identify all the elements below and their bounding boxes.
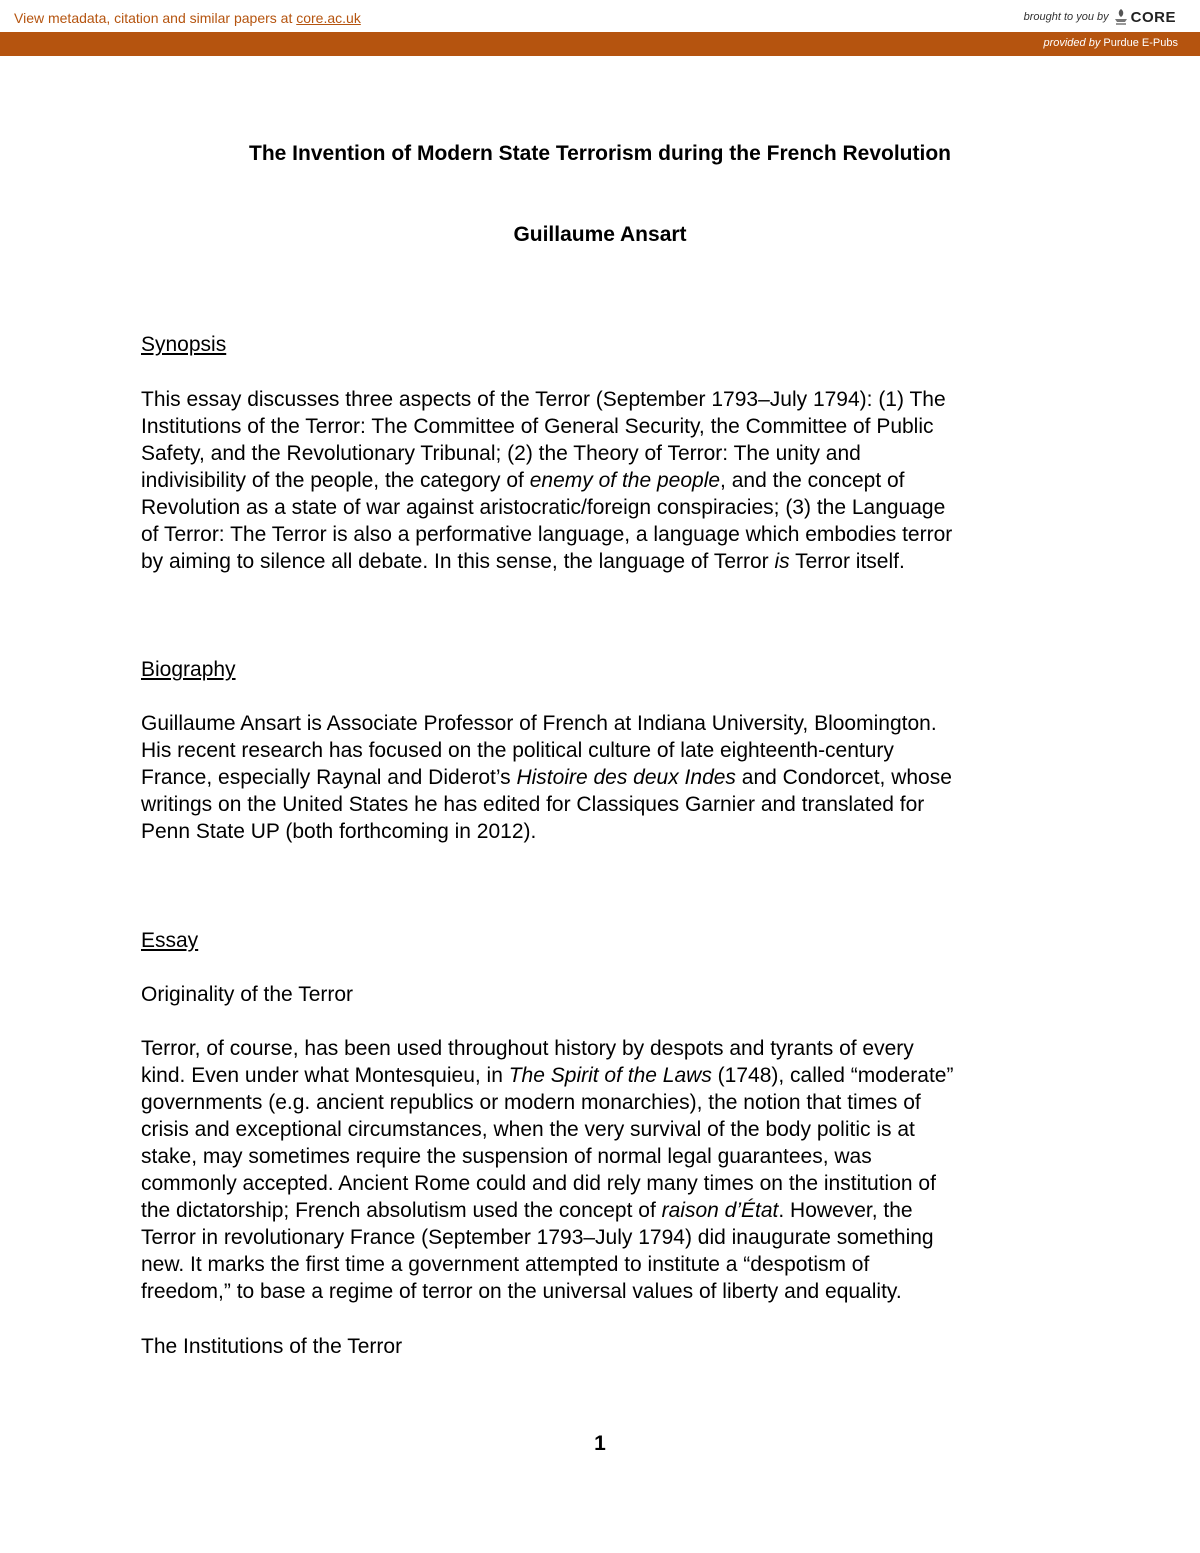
biography-line: His recent research has focused on the political culture of late eighteenth-century bbox=[141, 739, 894, 762]
synopsis-line: indivisibility of the people, the category of enemy of the people, and the concept of bbox=[141, 469, 905, 492]
essay-line: Terror in revolutionary France (September 1793–July 1794) did inaugurate something bbox=[141, 1226, 934, 1249]
essay-line: governments (e.g. ancient republics or modern monarchies), the notion that times of bbox=[141, 1091, 921, 1114]
biography-line: France, especially Raynal and Diderot’s Histoire des deux Indes and Condorcet, whose bbox=[141, 766, 952, 789]
essay-heading bbox=[141, 927, 1066, 954]
core-logo-icon bbox=[1113, 7, 1129, 27]
biography-paragraph bbox=[141, 710, 1066, 845]
synopsis-line: Safety, and the Revolutionary Tribunal; (2) the Theory of Terror: The unity and bbox=[141, 442, 861, 465]
essay-subheading-originality bbox=[141, 981, 1066, 1008]
essay-subheading-text: The Institutions of the Terror bbox=[141, 1335, 403, 1358]
paper-title: The Invention of Modern State Terrorism during the French Revolution bbox=[249, 142, 951, 165]
core-top-strip bbox=[0, 0, 1200, 32]
core-brand-name: CORE bbox=[1130, 8, 1176, 26]
essay-line: the dictatorship; French absolutism used the concept of raison d’État. However, the bbox=[141, 1199, 913, 1222]
synopsis-line: Institutions of the Terror: The Committee of General Security, the Committee of Public bbox=[141, 415, 934, 438]
synopsis-line: Revolution as a state of war against aristocratic/foreign conspiracies; (3) the Language bbox=[141, 496, 946, 519]
essay-line: freedom,” to base a regime of terror on the universal values of liberty and equality. bbox=[141, 1280, 902, 1303]
core-provided-bar bbox=[0, 32, 1200, 56]
core-link-prefix: View metadata, citation and similar papers at bbox=[14, 10, 297, 26]
essay-line: commonly accepted. Ancient Rome could and did rely many times on the institution of bbox=[141, 1172, 936, 1195]
synopsis-heading-text: Synopsis bbox=[141, 333, 227, 356]
page-number: 1 bbox=[594, 1432, 606, 1455]
synopsis-line: of Terror: The Terror is also a performative language, a language which embodies terror bbox=[141, 523, 953, 546]
essay-line: new. It marks the first time a government attempted to institute a “despotism of bbox=[141, 1253, 870, 1276]
essay-line: stake, may sometimes require the suspension of normal legal guarantees, was bbox=[141, 1145, 872, 1168]
core-link-site: core.ac.uk bbox=[296, 10, 361, 26]
core-provided-source: Purdue E-Pubs bbox=[1103, 37, 1178, 49]
essay-paragraph bbox=[141, 1035, 1066, 1305]
core-provided-prefix: provided by bbox=[1043, 37, 1101, 49]
synopsis-paragraph bbox=[141, 386, 1066, 575]
synopsis-line: This essay discusses three aspects of the Terror (September 1793–July 1794): (1) The bbox=[141, 388, 946, 411]
synopsis-line: by aiming to silence all debate. In this sense, the language of Terror is Terror itself. bbox=[141, 550, 905, 573]
essay-line: crisis and exceptional circumstances, when the very survival of the body politic is at bbox=[141, 1118, 915, 1141]
core-metadata-link[interactable] bbox=[14, 10, 361, 26]
biography-heading-text: Biography bbox=[141, 658, 236, 681]
core-brand[interactable] bbox=[1024, 6, 1176, 28]
essay-line: Terror, of course, has been used throughout history by despots and tyrants of every bbox=[141, 1037, 914, 1060]
biography-line: Penn State UP (both forthcoming in 2012). bbox=[141, 820, 537, 843]
synopsis-heading bbox=[141, 331, 1066, 358]
essay-subheading-institutions bbox=[141, 1333, 1066, 1360]
paper-author: Guillaume Ansart bbox=[513, 223, 687, 246]
biography-heading bbox=[141, 656, 1066, 683]
essay-heading-text: Essay bbox=[141, 929, 199, 952]
biography-line: Guillaume Ansart is Associate Professor of French at Indiana University, Bloomington. bbox=[141, 712, 937, 735]
core-brought-by: brought to you by bbox=[1023, 11, 1109, 23]
biography-line: writings on the United States he has edited for Classiques Garnier and translated for bbox=[141, 793, 925, 816]
essay-subheading-text: Originality of the Terror bbox=[141, 983, 354, 1006]
core-provided-by bbox=[1043, 37, 1178, 49]
essay-line: kind. Even under what Montesquieu, in The Spirit of the Laws (1748), called “moderate” bbox=[141, 1064, 954, 1087]
